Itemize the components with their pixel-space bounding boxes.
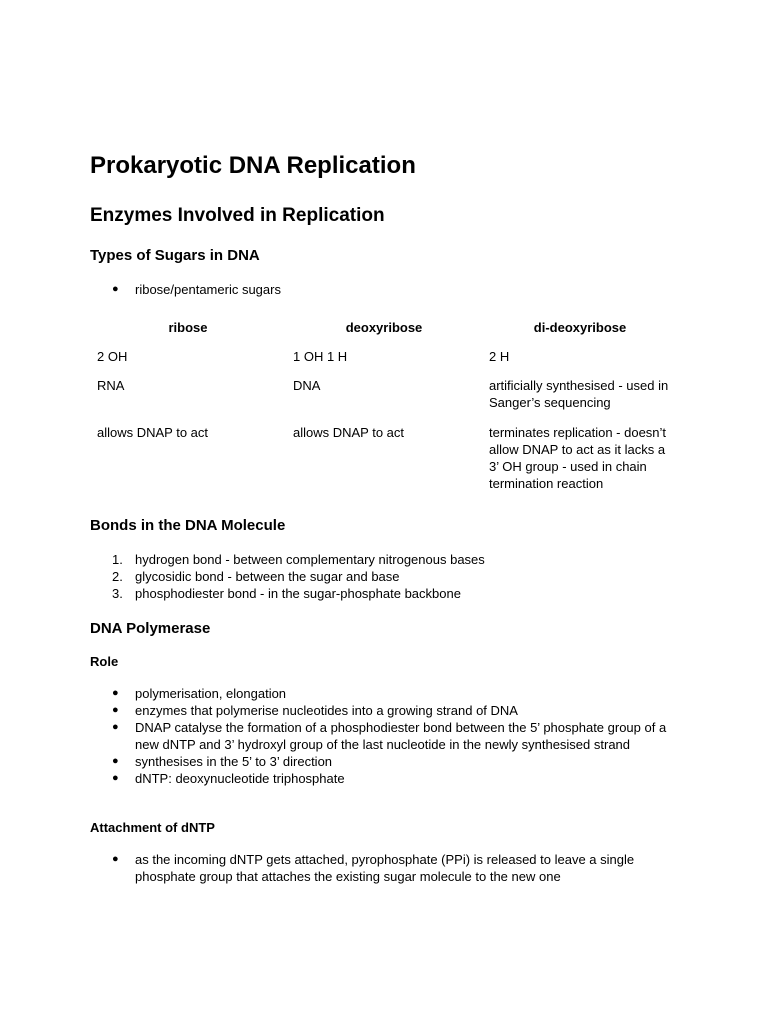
document-title: Prokaryotic DNA Replication	[90, 152, 416, 179]
list-item-text: phosphodiester bond - in the sugar-phosphate backbone	[135, 586, 461, 601]
table-cell: terminates replication - doesn’t allow DNAP to act as it lacks a 3’ OH group - used in chain termination reaction	[489, 425, 667, 491]
sugars-heading: Types of Sugars in DNA	[90, 247, 260, 264]
table-header-cell: di-deoxyribose	[533, 320, 627, 335]
bullet-icon: ●	[112, 853, 119, 865]
list-item	[90, 851, 690, 885]
list-item	[90, 281, 690, 298]
list-item	[90, 551, 690, 568]
sugars-bullet-list	[90, 281, 690, 298]
list-item-text: ribose/pentameric sugars	[135, 282, 281, 297]
list-item	[90, 770, 690, 787]
attachment-bullet-list	[90, 851, 690, 885]
bullet-icon: ●	[112, 283, 119, 295]
list-item-text: synthesises in the 5’ to 3’ direction	[135, 754, 333, 769]
table-cell: 2 H	[489, 349, 510, 364]
table-header-cell: deoxyribose	[345, 320, 423, 335]
bullet-icon: ●	[112, 687, 119, 699]
list-item-text: polymerisation, elongation	[135, 686, 287, 701]
list-number: 1.	[112, 552, 123, 567]
attachment-heading: Attachment of dNTP	[90, 820, 215, 835]
table-cell: 1 OH 1 H	[293, 349, 348, 364]
role-heading: Role	[90, 654, 119, 669]
list-item	[90, 719, 690, 753]
list-item	[90, 685, 690, 702]
table-cell: DNA	[293, 378, 321, 393]
bonds-heading: Bonds in the DNA Molecule	[90, 517, 286, 534]
bonds-numbered-list	[90, 551, 690, 602]
list-item	[90, 585, 690, 602]
table-header-row	[90, 319, 678, 348]
table-cell: 2 OH	[97, 349, 128, 364]
table-row	[90, 377, 678, 424]
table-row	[90, 424, 678, 494]
table-cell: allows DNAP to act	[97, 425, 209, 440]
list-item-text: DNAP catalyse the formation of a phosphodiester bond between the 5’ phosphate group of a new dNTP and 3’ hydroxyl group of the last nucleotide in the newly synthesised strand	[135, 720, 667, 752]
list-number: 3.	[112, 586, 123, 601]
bullet-icon: ●	[112, 704, 119, 716]
list-item	[90, 568, 690, 585]
list-item-text: as the incoming dNTP gets attached, pyrophosphate (PPi) is released to leave a single phosphate group that attaches the existing sugar molecule to the new one	[135, 852, 635, 884]
bullet-icon: ●	[112, 755, 119, 767]
list-number: 2.	[112, 569, 123, 584]
table-cell: allows DNAP to act	[293, 425, 405, 440]
role-bullet-list	[90, 685, 690, 787]
polymerase-heading: DNA Polymerase	[90, 620, 211, 637]
list-item-text: dNTP: deoxynucleotide triphosphate	[135, 771, 345, 786]
bullet-icon: ●	[112, 721, 119, 733]
list-item-text: enzymes that polymerise nucleotides into a growing strand of DNA	[135, 703, 518, 718]
document-subtitle: Enzymes Involved in Replication	[90, 205, 385, 226]
list-item	[90, 753, 690, 770]
table-header-cell: ribose	[168, 320, 208, 335]
table-cell: RNA	[97, 378, 125, 393]
list-item-text: hydrogen bond - between complementary nitrogenous bases	[135, 552, 485, 567]
sugars-table	[90, 319, 678, 494]
table-cell: artificially synthesised - used in Sanger’s sequencing	[489, 378, 669, 410]
table-row	[90, 348, 678, 377]
list-item-text: glycosidic bond - between the sugar and base	[135, 569, 400, 584]
list-item	[90, 702, 690, 719]
bullet-icon: ●	[112, 772, 119, 784]
